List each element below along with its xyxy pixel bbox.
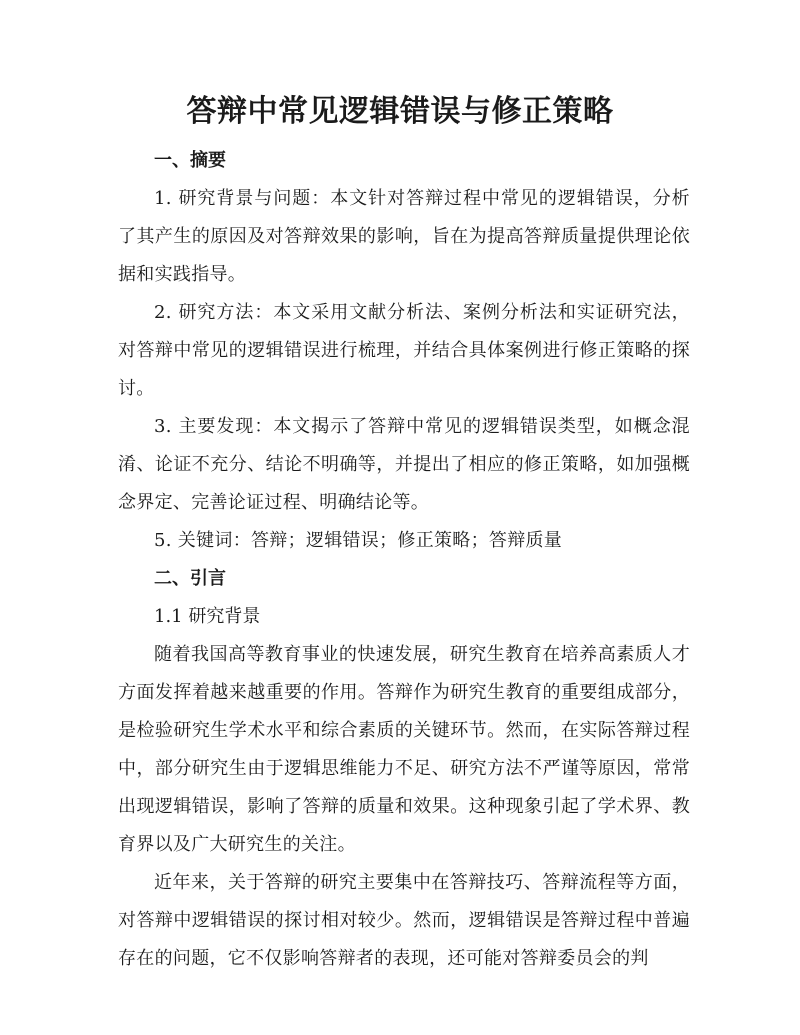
abstract-keywords: 5. 关键词：答辩；逻辑错误；修正策略；答辩质量	[154, 530, 563, 551]
subsection-heading-background: 1.1 研究背景	[154, 606, 261, 627]
abstract-item: 3. 主要发现：本文揭示了答辩中常见的逻辑错误类型，如概念混淆、论证不充分、结论不明确等，并提出了相应的修正策略，如加强概念界定、完善论证过程、明确结论等。	[118, 416, 690, 513]
section-heading-abstract: 一、摘要	[154, 150, 226, 171]
document-body	[118, 142, 690, 978]
abstract-item: 2. 研究方法：本文采用文献分析法、案例分析法和实证研究法，对答辩中常见的逻辑错误进行梳理，并结合具体案例进行修正策略的探讨。	[118, 302, 690, 399]
document-title: 答辩中常见逻辑错误与修正策略	[186, 94, 614, 129]
introduction-paragraph: 随着我国高等教育事业的快速发展，研究生教育在培养高素质人才方面发挥着越来越重要的作用。答辩作为研究生教育的重要组成部分，是检验研究生学术水平和综合素质的关键环节。然而，在实际答辩过程中，部分研究生由于逻辑思维能力不足、研究方法不严谨等原因，常常出现逻辑错误，影响了答辩的质量和效果。这种现象引起了学术界、教育界以及广大研究生的关注。	[118, 644, 690, 855]
abstract-item: 1. 研究背景与问题：本文针对答辩过程中常见的逻辑错误，分析了其产生的原因及对答辩效果的影响，旨在为提高答辩质量提供理论依据和实践指导。	[118, 188, 690, 285]
introduction-paragraph: 近年来，关于答辩的研究主要集中在答辩技巧、答辩流程等方面，对答辩中逻辑错误的探讨相对较少。然而，逻辑错误是答辩过程中普遍存在的问题，它不仅影响答辩者的表现，还可能对答辩委员会的判	[118, 872, 690, 969]
section-heading-introduction: 二、引言	[154, 568, 226, 589]
